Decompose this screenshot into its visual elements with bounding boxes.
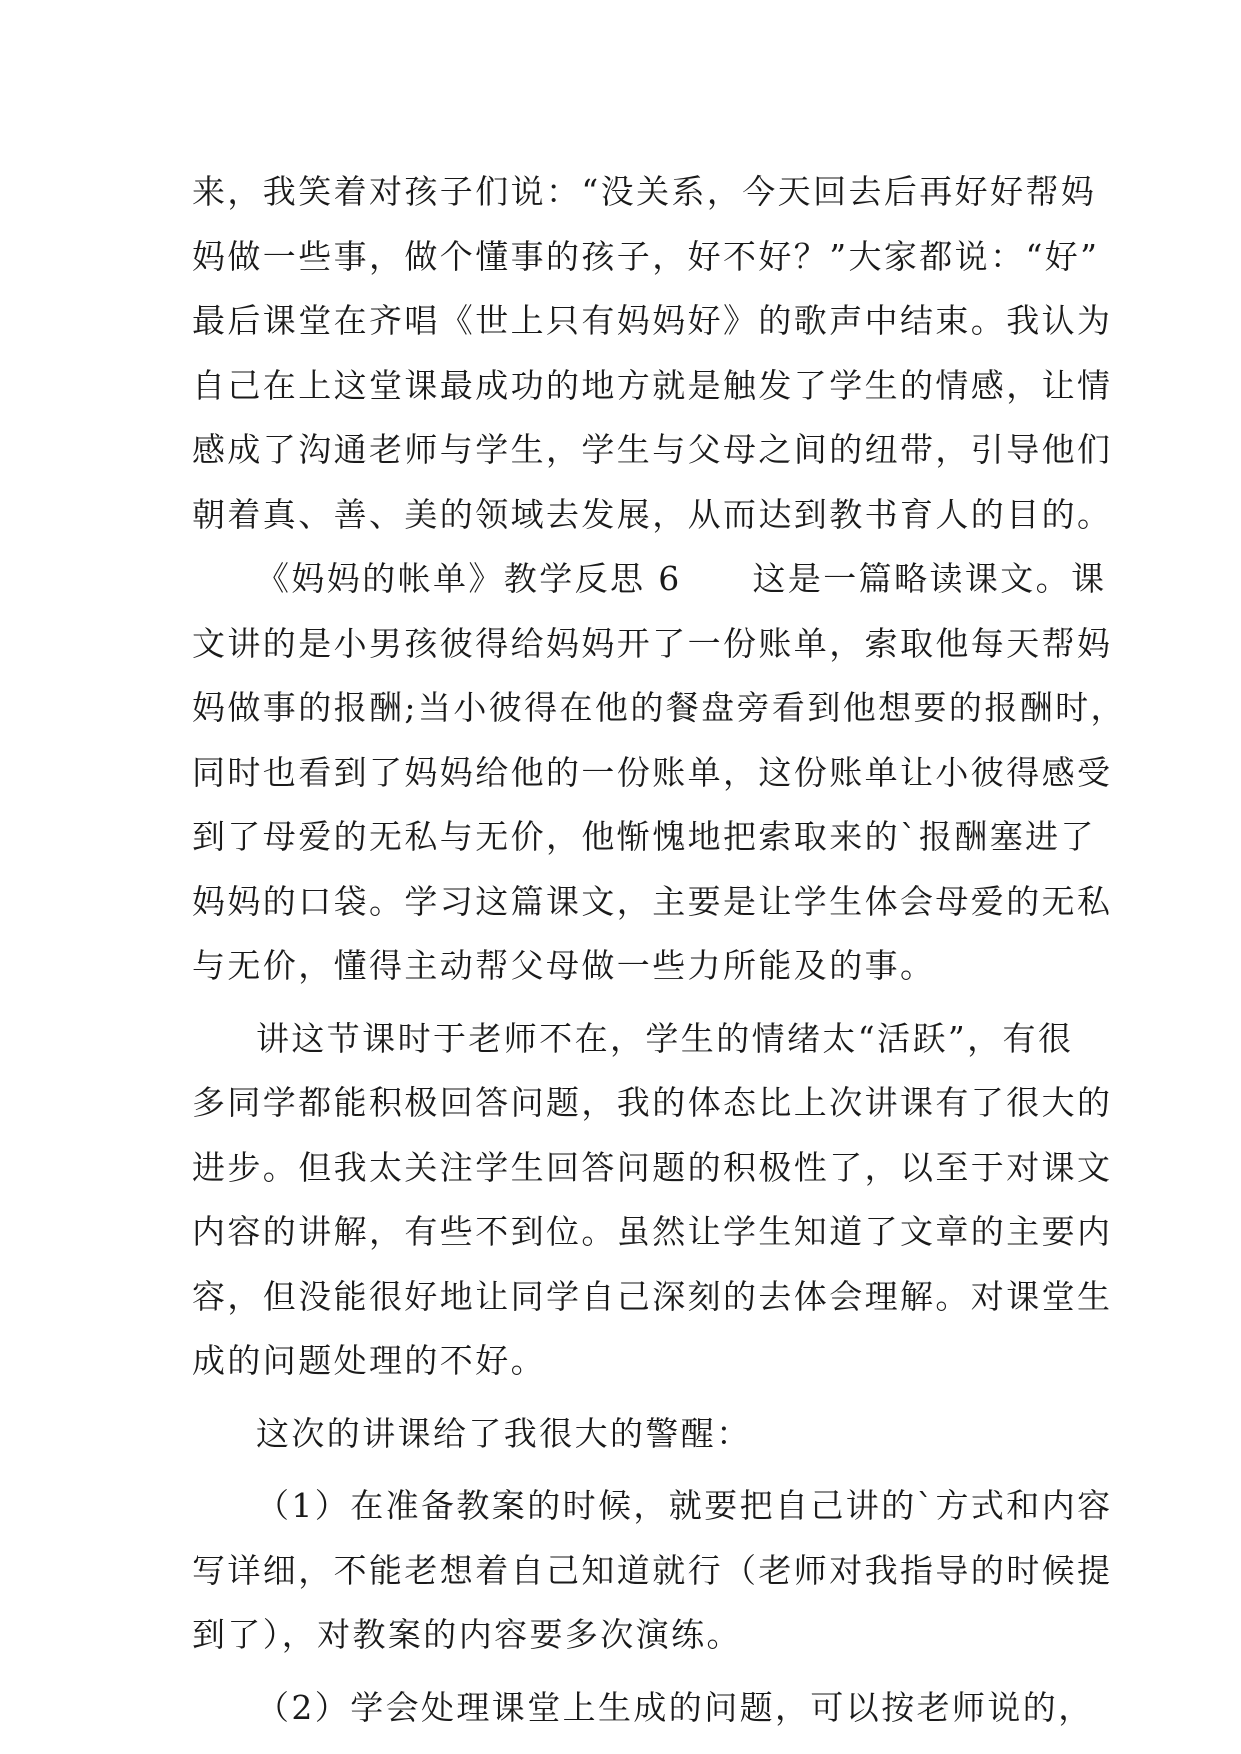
text-line: 最后课堂在齐唱《世上只有妈妈好》的歌声中结束。我认为	[192, 301, 1113, 340]
paragraph-start-line: 这次的讲课给了我很大的警醒：	[256, 1413, 752, 1453]
text-line: 文讲的是小男孩彼得给妈妈开了一份账单，索取他每天帮妈	[192, 623, 1113, 663]
text-line: 妈做一些事，做个懂事的孩子，好不好？”大家都说：“好”	[192, 236, 1100, 276]
text-line: 感成了沟通老师与学生，学生与父母之间的纽带，引导他们	[192, 430, 1113, 469]
text-line: 朝着真、善、美的领域去发展，从而达到教书育人的目的。	[192, 494, 1113, 534]
list-item-line: （2）学会处理课堂上生成的问题，可以按老师说的，	[256, 1687, 1094, 1727]
text-line: 妈妈的口袋。学习这篇课文，主要是让学生体会母爱的无私	[192, 881, 1113, 921]
text-line: 自己在上这堂课最成功的地方就是触发了学生的情感，让情	[192, 365, 1113, 405]
text-line: 同时也看到了妈妈给他的一份账单，这份账单让小彼得感受	[192, 752, 1113, 792]
text-line: 来，我笑着对孩子们说：“没关系，今天回去后再好好帮妈	[192, 172, 1097, 211]
text-line: 写详细，不能老想着自己知道就行（老师对我指导的时候提	[192, 1550, 1113, 1590]
text-line: 进步。但我太关注学生回答问题的积极性了，以至于对课文	[192, 1147, 1113, 1187]
text-line: 内容的讲解，有些不到位。虽然让学生知道了文章的主要内	[192, 1212, 1113, 1251]
paragraph-start-line: 讲这节课时于老师不在，学生的情绪太“活跃”，有很	[256, 1018, 1074, 1058]
text-line: 妈做事的报酬;当小彼得在他的餐盘旁看到他想要的报酬时，	[192, 688, 1126, 727]
text-line: 到了），对教案的内容要多次演练。	[192, 1615, 742, 1654]
text-line: 到了母爱的无私与无价，他惭愧地把索取来的`报酬塞进了	[192, 817, 1096, 856]
text-line: 多同学都能积极回答问题，我的体态比上次讲课有了很大的	[192, 1083, 1113, 1122]
section-heading-line: 《妈妈的帐单》教学反思 6 这是一篇略读课文。课	[256, 559, 1107, 598]
text-line: 与无价，懂得主动帮父母做一些力所能及的事。	[192, 946, 936, 985]
text-line: 容，但没能很好地让同学自己深刻的去体会理解。对课堂生	[192, 1276, 1113, 1316]
list-item-line: （1）在准备教案的时候，就要把自己讲的`方式和内容	[256, 1486, 1113, 1525]
text-line: 成的问题处理的不好。	[192, 1341, 546, 1380]
body-text	[192, 160, 1126, 1740]
